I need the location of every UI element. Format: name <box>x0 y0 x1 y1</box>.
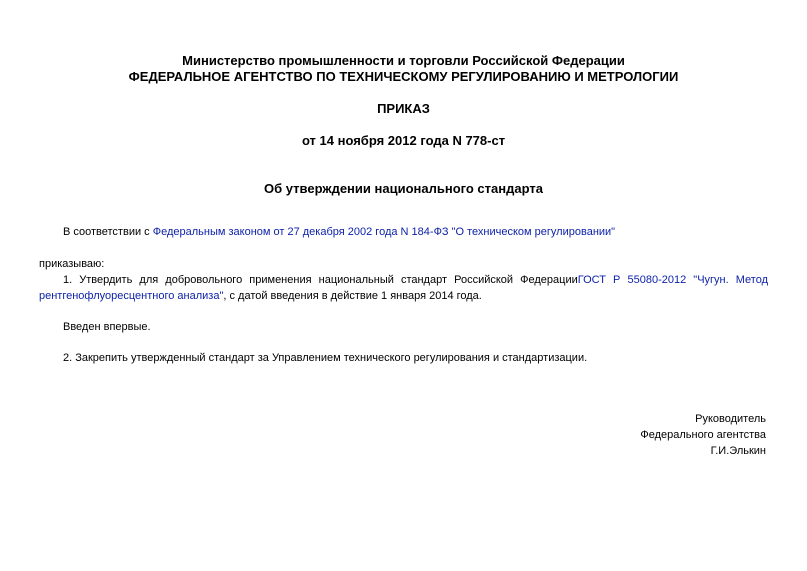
agency-name: ФЕДЕРАЛЬНОЕ АГЕНТСТВО ПО ТЕХНИЧЕСКОМУ РЕГУЛИРОВАНИЮ И МЕТРОЛОГИИ <box>128 69 679 84</box>
item-1-suffix: , с датой введения в действие 1 января 2014 года. <box>223 290 482 302</box>
accordance-paragraph <box>63 224 615 240</box>
document-type: ПРИКАЗ <box>377 101 430 116</box>
document-date: от 14 ноября 2012 года N 778-ст <box>301 133 506 148</box>
item-2-paragraph: 2. Закрепить утвержденный стандарт за Управлением технического регулирования и стандартизации. <box>63 352 588 364</box>
federal-law-link[interactable]: Федеральным законом от 27 декабря 2002 года N 184-ФЗ "О техническом регулировании" <box>152 226 616 238</box>
gost-standard-link[interactable]: ГОСТ Р 55080-2012 "Чугун. Метод рентгенофлуоресцентного анализа" <box>39 274 769 302</box>
document-title: Об утверждении национального стандарта <box>264 181 543 196</box>
signature-name: Г.И.Элькин <box>710 445 766 457</box>
item-1-prefix: 1. Утвердить для добровольного применения национальный стандарт Российской Федерации <box>63 274 578 286</box>
introduced-note: Введен впервые. <box>63 321 151 333</box>
order-word: приказываю: <box>39 258 105 270</box>
signature-block <box>640 411 766 459</box>
accordance-prefix: В соответствии с <box>63 226 153 238</box>
signature-position-line2: Федерального агентства <box>640 429 766 441</box>
ministry-name: Министерство промышленности и торговли Российской Федерации <box>182 53 625 68</box>
item-1-paragraph <box>39 272 768 304</box>
signature-position-line1: Руководитель <box>695 413 766 425</box>
